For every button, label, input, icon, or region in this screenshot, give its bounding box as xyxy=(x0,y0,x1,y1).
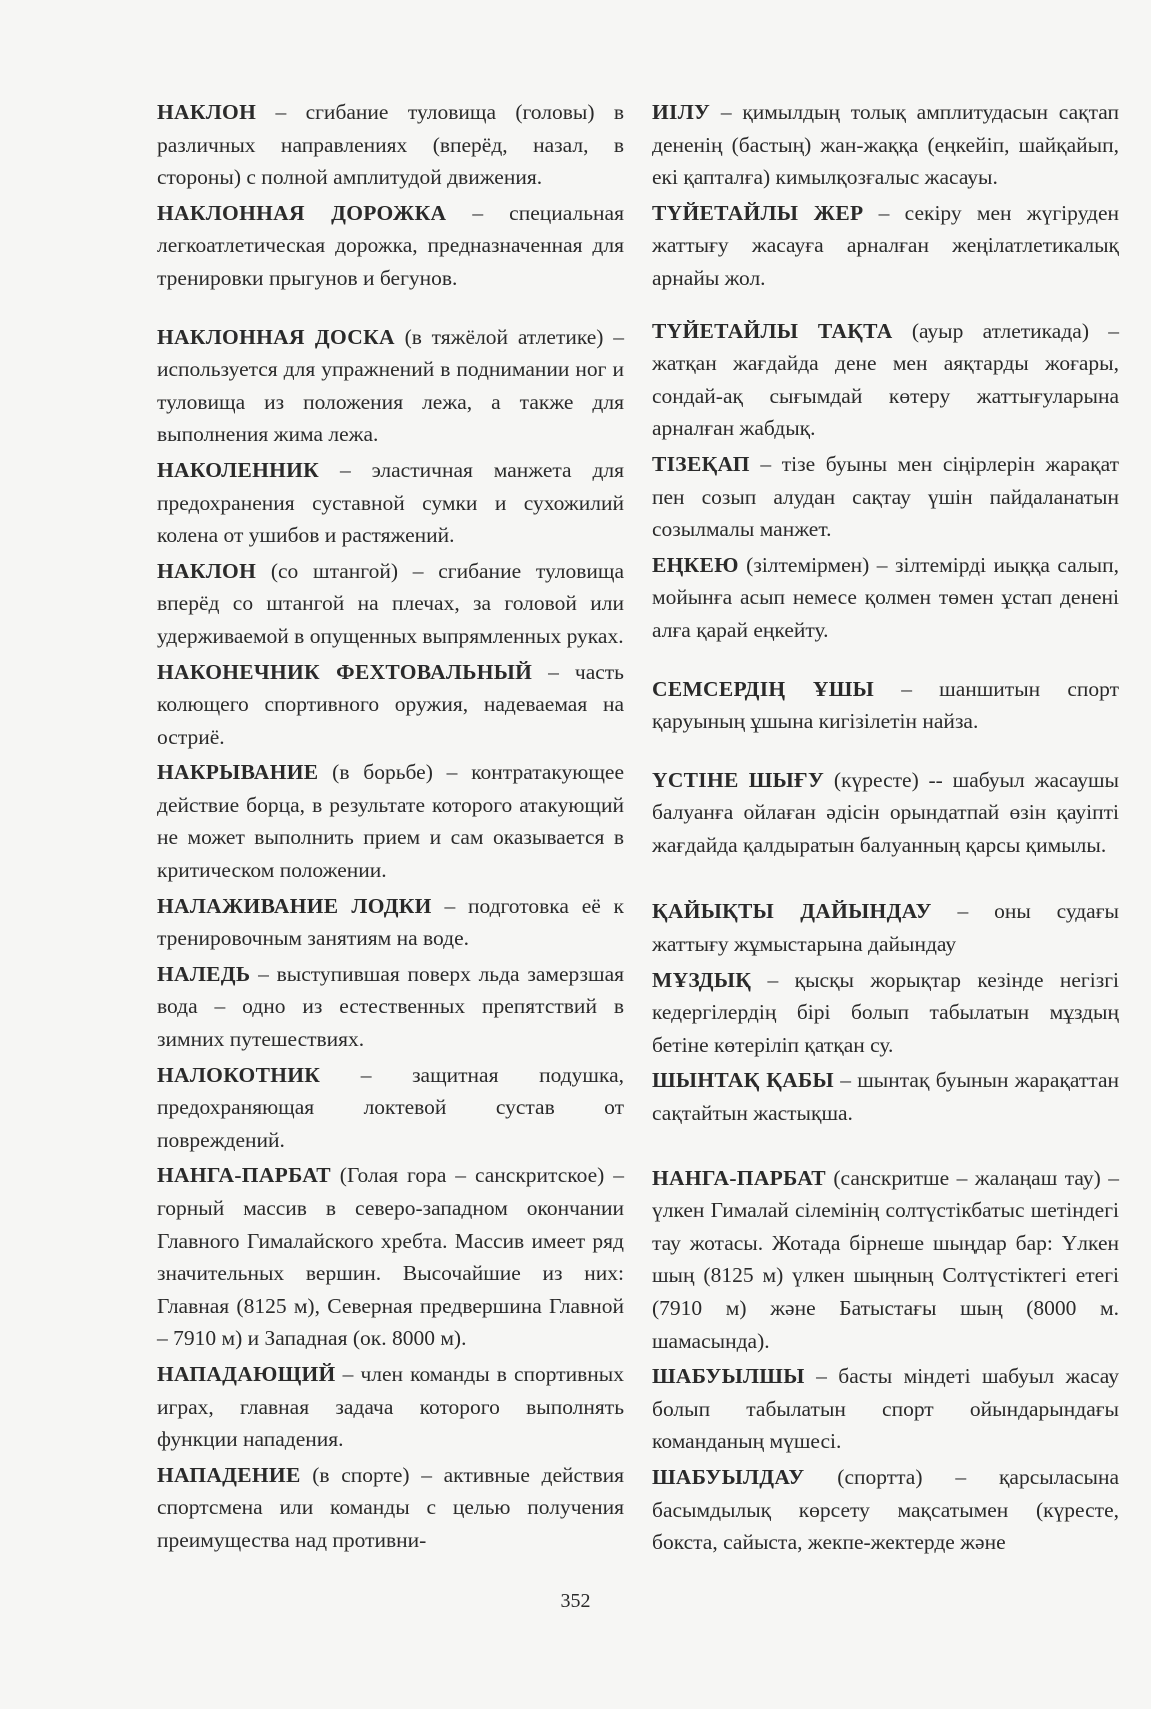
entry xyxy=(652,197,1119,295)
entry-term: НАКЛОННАЯ ДОРОЖКА xyxy=(157,200,447,225)
entry-term: ШАБУЫЛДАУ xyxy=(652,1464,805,1489)
entry xyxy=(652,895,1119,960)
entry xyxy=(157,1459,624,1557)
entry xyxy=(652,764,1119,862)
entry-term: ҮСТІНЕ ШЫҒУ xyxy=(652,767,825,792)
entry-definition: – защитная подушка, предохраняющая локтевой сустав от повреждений. xyxy=(157,1062,624,1152)
entry-term: ИІЛУ xyxy=(652,100,711,124)
entry xyxy=(157,1059,624,1157)
entry-definition: (күресте) -- шабуыл жасаушы балуанға ойлаған әдісін орындатпай өзін қауіпті жағдайда қалдыратын балуанның қарсы қимылы. xyxy=(652,767,1119,857)
entry-term: СЕМСЕРДІҢ ҰШЫ xyxy=(652,676,875,701)
entry-definition: (в спорте) – активные действия спортсмена или команды с целью получения преимущества над противни- xyxy=(157,1462,624,1552)
entry-term: МҰЗДЫҚ xyxy=(652,967,752,992)
entry-term: НАЛАЖИВАНИЕ ЛОДКИ xyxy=(157,893,432,918)
entry-definition: – часть колющего спортивного оружия, надеваемая на остриё. xyxy=(157,659,624,749)
entry-term: НАКОЛЕННИК xyxy=(157,457,320,482)
entry-definition: – член команды в спортивных играх, главная задача которого выполнять функции нападения. xyxy=(157,1361,624,1452)
entry-term: ШЫНТАҚ ҚАБЫ xyxy=(652,1068,834,1093)
entry-definition: – тізе буыны мен сіңірлерін жарақат пен созып алудан сақтау үшін пайдаланатын созылмалы манжет. xyxy=(652,451,1119,542)
entry-definition: – сгибание туловища (головы) в различных направлениях (вперёд, назал, в стороны) с полной амплитудой движения. xyxy=(157,100,624,190)
page-number: 352 xyxy=(560,1590,591,1612)
entry-definition: – подготовка её к тренировочным занятиям на воде. xyxy=(157,893,624,951)
entry-term: ШАБУЫЛШЫ xyxy=(652,1364,805,1389)
entry-definition: – шынтақ буынын жарақаттан сақтайтын жастықша. xyxy=(652,1068,1120,1126)
entry xyxy=(157,958,624,1056)
entry xyxy=(157,321,624,451)
entry xyxy=(652,964,1119,1062)
entry-definition: (зілтемірмен) – зілтемірді иыққа салып, мойынға асып немесе қолмен төмен ұстап денені алға қарай еңкейту. xyxy=(652,552,1119,642)
entry-definition: (спортта) – қарсыласына басымдылық көрсету мақсатымен (күресте, бокста, сайыста, жекпе-жектерде және xyxy=(652,1464,1119,1555)
entry xyxy=(652,549,1119,647)
entry-term: НАКЛОН xyxy=(157,100,257,124)
entry-term: НАНГА-ПАРБАТ xyxy=(157,1163,331,1188)
entry-definition: – оны судағы жаттығу жұмыстарына дайындау xyxy=(652,899,1119,957)
entry-definition: (со штангой) – сгибание туловища вперёд со штангой на плечах, за головой или удерживаемой в опущенных выпрямленных руках. xyxy=(157,558,624,648)
entry-term: НАКЛОН xyxy=(157,558,257,583)
entry xyxy=(652,315,1119,445)
entry xyxy=(157,656,624,754)
entry xyxy=(157,555,624,653)
entry xyxy=(652,448,1119,546)
entry-definition: (в борьбе) – контратакующее действие борца, в результате которого атакующий не может выполнить прием и сам оказывается в критическом положении. xyxy=(157,760,624,883)
entry xyxy=(652,1461,1119,1559)
entry-term: ТІЗЕҚАП xyxy=(652,451,750,476)
entry xyxy=(157,454,624,552)
entry-definition: – выступившая поверх льда замерзшая вода – одно из естественных препятствий в зимних путешествиях. xyxy=(157,961,624,1052)
entry-definition: – қимылдың толық амплитудасын сақтап дененің (бастың) жан-жаққа (еңкейіп, шайқайып, екі қапталға) кимылқозғалыс жасауы. xyxy=(652,100,1119,190)
entry xyxy=(652,96,1119,194)
entry-term: ҚАЙЫҚТЫ ДАЙЫНДАУ xyxy=(652,899,932,924)
entry-term: НАНГА-ПАРБАТ xyxy=(652,1165,826,1190)
entry-definition: (Голая гора – санскритское) – горный массив в северо-западном окончании Главного Гималайского хребта. Массив имеет ряд значительных вершин. Высочайшие из них: Главная (8125 м), Северная предвершина Главной – 7910 м) и Западная (ок. 8000 м). xyxy=(157,1163,624,1351)
entry-term: ЕҢКЕЮ xyxy=(652,552,739,577)
entry-term: ТҮЙЕТАЙЛЫ ТАҚТА xyxy=(652,318,893,343)
entry-term: НАКЛОННАЯ ДОСКА xyxy=(157,324,395,349)
entry-definition: – басты міндеті шабуыл жасау болып табылатын спорт ойындарындағы команданың мүшесі. xyxy=(652,1364,1119,1454)
entry-definition: (ауыр атлетикада) – жатқан жағдайда дене мен аяқтарды жоғары, сондай-ақ сығымдай көтеру жаттығуларына арналған жабдық. xyxy=(652,318,1119,441)
entry xyxy=(157,1358,624,1456)
entry xyxy=(652,1064,1119,1129)
entry xyxy=(652,1162,1119,1358)
entry xyxy=(157,756,624,886)
entry-definition: (в тяжёлой атлетике) – используется для упражнений в поднимании ног и туловища из положения лежа, а также для выполнения жима лежа. xyxy=(157,324,624,447)
entry-term: НАПАДЕНИЕ xyxy=(157,1462,301,1487)
entry-definition: – специальная легкоатлетическая дорожка, предназначенная для тренировки прыгунов и бегунов. xyxy=(157,200,624,290)
entry xyxy=(652,673,1119,738)
entry-term: НАКОНЕЧНИК ФЕХТОВАЛЬНЫЙ xyxy=(157,659,533,684)
entry xyxy=(157,890,624,955)
entry-term: НАЛОКОТНИК xyxy=(157,1062,321,1087)
entry xyxy=(652,1360,1119,1458)
entry-term: НАКРЫВАНИЕ xyxy=(157,760,319,785)
entry-term: НАПАДАЮЩИЙ xyxy=(157,1361,336,1386)
entry-definition: – эластичная манжета для предохранения суставной сумки и сухожилий колена от ушибов и растяжений. xyxy=(157,457,624,548)
entry xyxy=(157,197,624,295)
entry xyxy=(157,1159,624,1355)
entry-definition: – қысқы жорықтар кезінде негізгі кедергілердің бірі болып табылатын мұздың бетіне көтеріліп қатқан су. xyxy=(652,967,1119,1057)
right-column-kazakh xyxy=(652,96,1119,1562)
entry-term: НАЛЕДЬ xyxy=(157,961,251,986)
entry-definition: – секіру мен жүгіруден жаттығу жасауға арналған жеңілатлетикалық арнайы жол. xyxy=(652,200,1119,290)
entry xyxy=(157,96,624,194)
left-column-russian xyxy=(157,96,624,1560)
entry-term: ТҮЙЕТАЙЛЫ ЖЕР xyxy=(652,200,864,225)
entry-definition: – шаншитын спорт қаруының ұшына кигізілетін найза. xyxy=(652,676,1119,734)
entry-definition: (санскритше – жалаңаш тау) – үлкен Гималай сілемінің солтүстікбатыс шетіндегі тау жотасы. Жотада бірнеше шыңдар бар: Үлкен шың (8125 м) үлкен шыңның Солтүстіктегі етегі (7910 м) және Батыстағы шың (8000 м. шамасында). xyxy=(652,1165,1119,1353)
